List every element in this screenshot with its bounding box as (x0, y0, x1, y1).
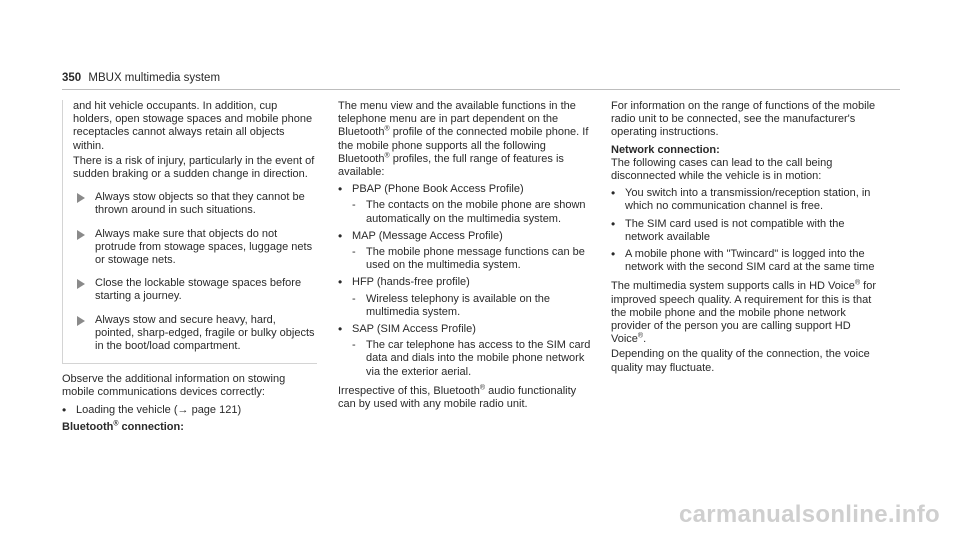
list-item[interactable] (62, 404, 317, 417)
bluetooth-heading: Bluetooth® connection: (62, 420, 184, 433)
dash-icon: - (352, 292, 356, 305)
list-subitem (338, 246, 593, 272)
warning-item-text: Always stow objects so that they cannot be thrown around in such situations. (95, 191, 305, 217)
warning-item (73, 228, 317, 268)
action-arrow-icon (77, 316, 85, 326)
warning-item-text: Close the lockable stowage spaces before starting a journey. (95, 277, 302, 303)
action-arrow-icon (77, 193, 85, 203)
warning-item (73, 191, 317, 217)
list-item (611, 248, 886, 274)
list-item (338, 323, 593, 336)
profile-name: MAP (Message Access Profile) (352, 229, 503, 242)
network-heading: Network connection: (611, 143, 720, 156)
profile-description: The mobile phone message functions can be used on the multimedia system. (366, 246, 585, 272)
page-number: 350 (62, 72, 82, 84)
warning-box (62, 100, 317, 364)
section-title: MBUX multimedia system (88, 72, 221, 84)
warning-item-text: Always stow and secure heavy, hard, pointed, sharp-edged, fragile or bulky objects in the boot/load compartment. (95, 313, 315, 353)
bullet-icon: • (611, 247, 616, 262)
page-reference-link[interactable]: Loading the vehicle (→ page 121) (76, 403, 242, 416)
profile-description: Wireless telephony is available on the multimedia system. (366, 292, 551, 318)
quality-text: Depending on the quality of the connection, the voice quality may fluctuate. (611, 348, 870, 374)
hd-voice-text: The multimedia system supports calls in HD Voice® for improved speech quality. A requirement for this is that the mobile phone and the mobile phone network provider of the person you are calling support HD Voice®. (611, 279, 877, 346)
dash-icon: - (352, 339, 356, 352)
dash-icon: - (352, 199, 356, 212)
bullet-icon: • (338, 275, 343, 290)
profile-name: SAP (SIM Access Profile) (352, 323, 476, 336)
profile-description: The car telephone has access to the SIM card data and dials into the mobile phone network via the exterior aerial. (366, 339, 591, 378)
case-text: You switch into a transmission/reception station, in which no communication channel is free. (625, 187, 871, 213)
profile-name: HFP (hands-free profile) (352, 276, 470, 289)
column-middle (338, 100, 593, 413)
dash-icon: - (352, 246, 356, 259)
warning-item-text: Always make sure that objects do not protrude from stowage spaces, luggage nets or stowage nets. (95, 227, 313, 267)
registered-mark: ® (113, 420, 119, 428)
bullet-icon: • (611, 186, 616, 201)
watermark: carmanualsonline.info (678, 501, 940, 528)
header-divider (62, 89, 900, 90)
intro-text: For information on the range of functions of the mobile radio unit to be connected, see the manufacturer's operating instructions. (611, 100, 876, 139)
column-left (62, 100, 317, 434)
list-item (611, 218, 886, 244)
case-text: A mobile phone with "Twincard" is logged into the network with the second SIM card at the same time (625, 248, 875, 274)
action-arrow-icon (77, 279, 85, 289)
intro-text: The menu view and the available functions in the telephone menu are in part dependent on the Bluetooth® profile of the connected mobile phone. If the mobile phone supports all the following Bluetooth® profiles, the full range of features is available: (338, 100, 589, 179)
bullet-icon: • (338, 322, 343, 337)
warning-text: There is a risk of injury, particularly in the event of sudden braking or a sudden change in direction. (73, 154, 315, 181)
bullet-icon: • (338, 182, 343, 197)
list-item (338, 183, 593, 196)
bullet-icon: • (611, 216, 616, 231)
page-header (62, 72, 220, 84)
warning-item (73, 314, 317, 354)
observe-text: Observe the additional information on stowing mobile communications devices correctly: (62, 373, 286, 399)
bullet-icon: • (62, 402, 67, 417)
network-intro: The following cases can lead to the call being disconnected while the vehicle is in motion: (611, 156, 833, 183)
profile-name: PBAP (Phone Book Access Profile) (352, 183, 524, 196)
list-item (611, 187, 886, 213)
case-text: The SIM card used is not compatible with the network available (625, 217, 845, 243)
warning-item (73, 277, 317, 303)
list-subitem (338, 293, 593, 319)
list-item (338, 276, 593, 289)
list-subitem (338, 339, 593, 379)
column-right (611, 100, 886, 377)
outro-text: Irrespective of this, Bluetooth® audio functionality can by used with any mobile radio unit. (338, 384, 577, 411)
bullet-icon: • (338, 228, 343, 243)
list-item (338, 230, 593, 243)
list-subitem (338, 199, 593, 225)
warning-text: and hit vehicle occupants. In addition, cup holders, open stowage spaces and mobile phone receptacles cannot always retain all objects within. (73, 100, 313, 152)
action-arrow-icon (77, 230, 85, 240)
profile-description: The contacts on the mobile phone are shown automatically on the multimedia system. (366, 199, 586, 225)
